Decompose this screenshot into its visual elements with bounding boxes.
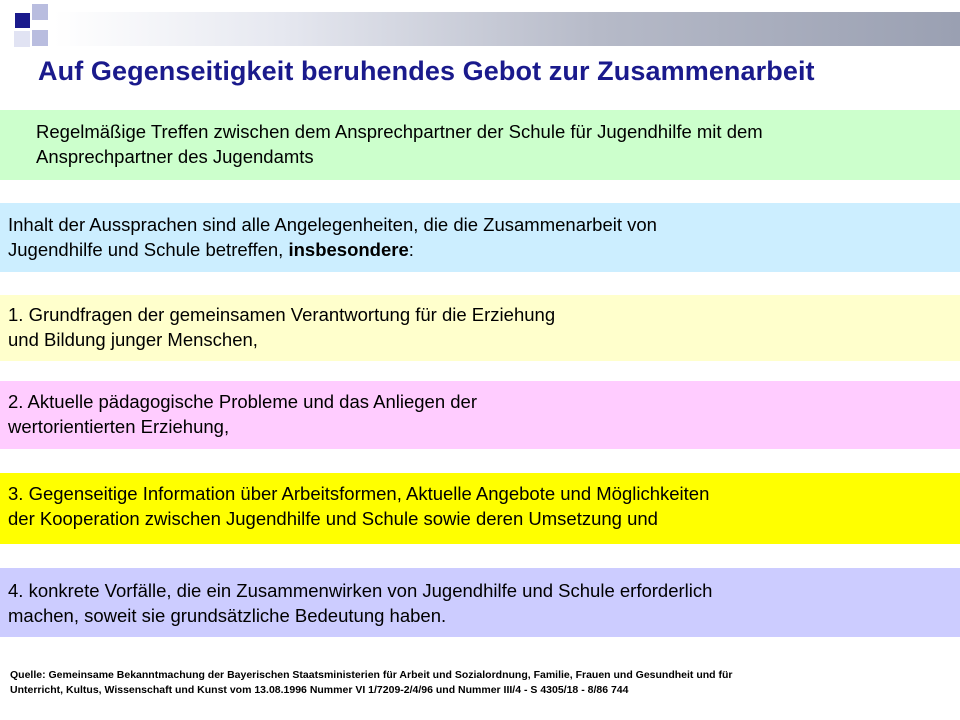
content-text xyxy=(8,212,948,262)
meetings-line2: Ansprechpartner des Jugendamts xyxy=(36,146,314,167)
decor-square xyxy=(32,30,48,46)
content-box xyxy=(0,203,960,272)
source-citation xyxy=(10,668,950,698)
content-emphasis: insbesondere xyxy=(288,239,409,260)
meetings-box xyxy=(0,110,960,180)
item3-line2: der Kooperation zwischen Jugendhilfe und Schule sowie deren Umsetzung und xyxy=(8,508,658,529)
item2-line1: 2. Aktuelle pädagogische Probleme und das Anliegen der xyxy=(8,391,478,412)
meetings-line1: Regelmäßige Treffen zwischen dem Ansprechpartner der Schule für Jugendhilfe mit dem xyxy=(36,121,763,142)
item4-line1: 4. konkrete Vorfälle, die ein Zusammenwirken von Jugendhilfe und Schule erforderlich xyxy=(8,580,713,601)
item2-box xyxy=(0,381,960,449)
header-gradient-bar xyxy=(54,12,960,46)
meetings-text xyxy=(36,119,958,169)
decor-square xyxy=(14,31,30,47)
item2-line2: wertorientierten Erziehung, xyxy=(8,416,230,437)
source-line1: Quelle: Gemeinsame Bekanntmachung der Bayerischen Staatsministerien für Arbeit und Sozialordnung, Familie, Frauen und Gesundheit und für xyxy=(10,669,733,681)
source-line2: Unterricht, Kultus, Wissenschaft und Kunst vom 13.08.1996 Nummer VI 1/7209-2/4/96 und Nummer III/4 - S 4305/18 - 8/86 744 xyxy=(10,684,629,696)
content-colon: : xyxy=(408,239,414,260)
decor-square xyxy=(15,13,30,28)
item4-text xyxy=(8,578,948,628)
item1-text xyxy=(8,302,768,352)
item4-box xyxy=(0,568,960,637)
content-line1: Inhalt der Aussprachen sind alle Angelegenheiten, die die Zusammenarbeit von xyxy=(8,214,657,235)
item3-text xyxy=(8,481,948,531)
item4-line2: machen, soweit sie grundsätzliche Bedeutung haben. xyxy=(8,605,447,626)
content-line2: Jugendhilfe und Schule betreffen, xyxy=(8,239,289,260)
item3-line1: 3. Gegenseitige Information über Arbeitsformen, Aktuelle Angebote und Möglichkeiten xyxy=(8,483,710,504)
item1-line2: und Bildung junger Menschen, xyxy=(8,329,258,350)
item1-line1: 1. Grundfragen der gemeinsamen Verantwortung für die Erziehung xyxy=(8,304,556,325)
item3-box xyxy=(0,473,960,544)
decor-square xyxy=(32,4,48,20)
slide-title: Auf Gegenseitigkeit beruhendes Gebot zur Zusammenarbeit xyxy=(38,56,815,86)
item1-box xyxy=(0,295,960,361)
item2-text xyxy=(8,389,768,439)
